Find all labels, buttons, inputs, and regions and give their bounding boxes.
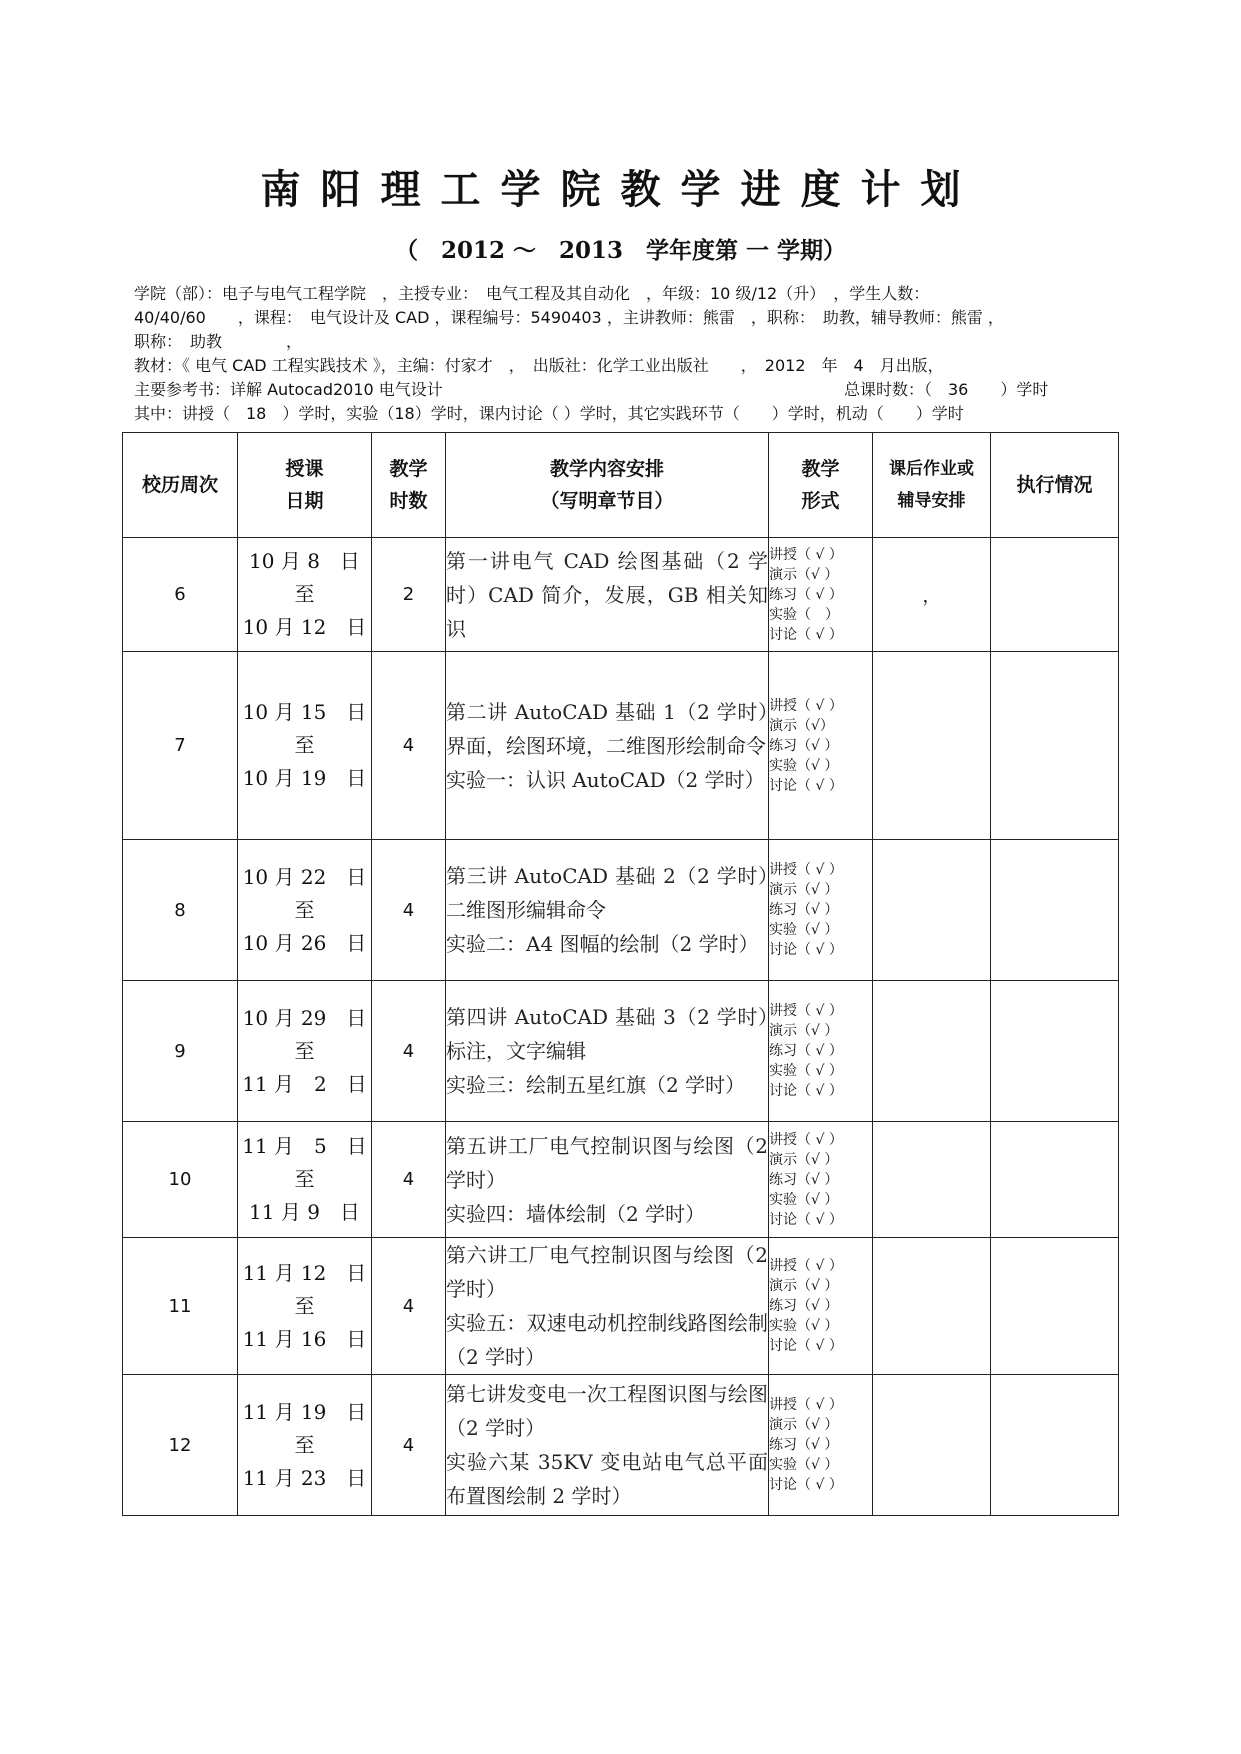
teaching-form-item: 练习（√ ） — [769, 1171, 839, 1188]
teaching-form-item: 练习（ √ ） — [769, 586, 843, 603]
content-line: 第四讲 AutoCAD 基础 3（2 学时）标注，文字编辑 — [446, 1005, 768, 1063]
teaching-form-item: 演示（√ ） — [769, 1278, 839, 1294]
teaching-form-item: 实验（ ） — [769, 606, 839, 623]
teaching-form-item: 练习（√ ） — [769, 737, 839, 754]
date-from: 10 月 15 日 — [242, 700, 367, 724]
teaching-form-item: 讲授（ √ ） — [769, 1397, 843, 1413]
teaching-form-item: 演示（√ ） — [769, 1023, 839, 1039]
content-line: 实验五：双速电动机控制线路图绘制（2 学时） — [446, 1311, 768, 1369]
header-content: 教学内容安排 （写明章节目） — [446, 433, 769, 538]
info-line-3: 职称： 助教 ， — [134, 332, 303, 351]
date-cell — [238, 1238, 372, 1375]
table-row — [123, 840, 1119, 981]
homework-cell — [873, 981, 991, 1122]
info-line-2: 40/40/60 ，课程： 电气设计及 CAD ，课程编号：5490403 ，主讲教师：熊雷 ，职称： 助教，辅导教师：熊雷 ， — [134, 308, 1004, 327]
date-to: 10 月 12 日 — [242, 615, 367, 639]
date-from: 11 月 19 日 — [242, 1399, 367, 1424]
date-to-word: 至 — [294, 1038, 315, 1063]
teaching-form-item: 演示（√ ） — [769, 882, 839, 898]
homework-cell — [873, 1238, 991, 1375]
teaching-form-item: 演示（√ ） — [769, 566, 839, 583]
hours-cell: 4 — [372, 652, 446, 840]
content-cell — [446, 981, 769, 1122]
date-to-word: 至 — [294, 733, 315, 757]
teaching-form-item: 讨论（ √ ） — [769, 1083, 843, 1099]
date-to: 11 月 23 日 — [242, 1465, 367, 1490]
date-to-word: 至 — [294, 897, 315, 922]
teaching-form-item: 实验（√ ） — [769, 1191, 839, 1208]
info-line-4: 教材：《 电气 CAD 工程实践技术 》，主编：付家才 ， 出版社：化学工业出版社 ， 2012 年 4 月出版， — [134, 356, 944, 375]
teaching-form-cell — [769, 652, 873, 840]
content-line: 实验一：认识 AutoCAD（2 学时） — [446, 767, 765, 792]
header-execution: 执行情况 — [991, 433, 1119, 538]
content-line: 第一讲电气 CAD 绘图基础（2 学时）CAD 简介，发展，GB 相关知识 — [446, 548, 768, 641]
homework-cell — [873, 840, 991, 981]
teaching-form-item: 讨论（ √ ） — [769, 942, 843, 958]
execution-cell — [991, 652, 1119, 840]
teaching-form-item: 讲授（ √ ） — [769, 1258, 843, 1274]
date-from: 11 月 5 日 — [242, 1134, 367, 1158]
teaching-form-item: 实验（√ ） — [769, 757, 839, 774]
content-cell — [446, 1238, 769, 1375]
teaching-form-item: 讲授（ √ ） — [769, 697, 843, 714]
date-cell — [238, 981, 372, 1122]
teaching-form-item: 讨论（ √ ） — [769, 1477, 843, 1493]
teaching-form-item: 练习（√ ） — [769, 1298, 839, 1314]
hours-cell: 4 — [372, 1238, 446, 1375]
content-line: 第七讲发变电一次工程图识图与绘图（2 学时） — [446, 1382, 768, 1440]
content-cell — [446, 538, 769, 652]
date-to-word: 至 — [294, 1293, 315, 1318]
date-to: 10 月 19 日 — [242, 766, 367, 790]
week-cell: 10 — [123, 1122, 238, 1238]
teaching-form-item: 讲授（ √ ） — [769, 1003, 843, 1019]
teaching-form-item: 演示（√ ） — [769, 1417, 839, 1433]
date-cell — [238, 652, 372, 840]
date-cell — [238, 1122, 372, 1238]
hours-cell: 4 — [372, 1122, 446, 1238]
teaching-form-item: 练习（ √ ） — [769, 1043, 843, 1059]
teaching-form-cell — [769, 981, 873, 1122]
table-row — [123, 981, 1119, 1122]
date-to-word: 至 — [294, 1167, 315, 1191]
execution-cell — [991, 1238, 1119, 1375]
week-cell: 12 — [123, 1375, 238, 1516]
teaching-form-item: 讲授（ √ ） — [769, 862, 843, 878]
content-line: 实验六某 35KV 变电站电气总平面布置图绘制 2 学时） — [446, 1450, 768, 1508]
schedule-table — [122, 432, 1119, 1516]
homework-cell: ， — [873, 538, 991, 652]
teaching-form-cell — [769, 538, 873, 652]
hours-cell: 4 — [372, 981, 446, 1122]
teaching-form-item: 讨论（ √ ） — [769, 1211, 843, 1228]
date-cell — [238, 1375, 372, 1516]
execution-cell — [991, 840, 1119, 981]
header-homework: 课后作业或 辅导安排 — [873, 433, 991, 538]
execution-cell — [991, 1375, 1119, 1516]
content-line: 第六讲工厂电气控制识图与绘图（2 学时） — [446, 1243, 768, 1301]
date-from: 10 月 22 日 — [242, 864, 367, 889]
week-cell: 8 — [123, 840, 238, 981]
table-row — [123, 538, 1119, 652]
info-line-1: 学院（部）：电子与电气工程学院 ，主授专业： 电气工程及其自动化 ，年级：10 级/12（升） ，学生人数： — [134, 284, 930, 303]
content-line: 实验二：A4 图幅的绘制（2 学时） — [446, 932, 759, 956]
hours-cell: 4 — [372, 840, 446, 981]
content-line: 第五讲工厂电气控制识图与绘图（2 学时） — [446, 1133, 768, 1192]
teaching-form-item: 实验（√ ） — [769, 922, 839, 938]
teaching-form-item: 实验（√ ） — [769, 1318, 839, 1334]
header-form: 教学 形式 — [769, 433, 873, 538]
teaching-form-item: 实验（√ ） — [769, 1457, 839, 1473]
info-line-6: 其中：讲授（ 18 ）学时，实验（18）学时，课内讨论（ ）学时，其它实践环节（ ）学时，机动（ ）学时 — [134, 404, 964, 423]
teaching-form-item: 讲授（ √ ） — [769, 1131, 843, 1148]
teaching-form-cell — [769, 1375, 873, 1516]
date-from: 10 月 29 日 — [242, 1005, 367, 1030]
execution-cell — [991, 981, 1119, 1122]
teaching-form-item: 演示（√） — [769, 717, 834, 734]
homework-cell — [873, 1375, 991, 1516]
execution-cell — [991, 538, 1119, 652]
info-reference-book: 主要参考书：详解 Autocad2010 电气设计 — [134, 380, 443, 399]
table-row — [123, 1238, 1119, 1375]
content-line: 实验四：墙体绘制（2 学时） — [446, 1201, 706, 1226]
header-hours: 教学 时数 — [372, 433, 446, 538]
week-cell: 9 — [123, 981, 238, 1122]
execution-cell — [991, 1122, 1119, 1238]
date-cell — [238, 538, 372, 652]
table-row — [123, 652, 1119, 840]
table-row — [123, 1375, 1119, 1516]
table-header-row — [123, 433, 1119, 538]
homework-cell — [873, 652, 991, 840]
teaching-form-cell — [769, 840, 873, 981]
date-to-word: 至 — [294, 1432, 315, 1457]
date-from: 11 月 12 日 — [242, 1260, 367, 1285]
hours-cell: 2 — [372, 538, 446, 652]
teaching-form-item: 练习（√ ） — [769, 1437, 839, 1453]
week-cell: 11 — [123, 1238, 238, 1375]
date-to: 10 月 26 日 — [242, 930, 367, 955]
document-subtitle: （ 2012 ～ 2013 学年度第 一 学期） — [394, 237, 847, 264]
date-to-word: 至 — [294, 582, 315, 606]
content-line: 实验三：绘制五星红旗（2 学时） — [446, 1073, 746, 1097]
teaching-form-cell — [769, 1122, 873, 1238]
teaching-form-cell — [769, 1238, 873, 1375]
week-cell: 6 — [123, 538, 238, 652]
teaching-form-item: 讨论（ √ ） — [769, 1338, 843, 1354]
teaching-form-item: 演示（√ ） — [769, 1151, 839, 1168]
week-cell: 7 — [123, 652, 238, 840]
teaching-form-item: 实验（ √ ） — [769, 1063, 843, 1079]
header-week: 校历周次 — [123, 433, 238, 538]
teaching-form-item: 讨论（ √ ） — [769, 777, 843, 794]
content-cell — [446, 840, 769, 981]
hours-cell: 4 — [372, 1375, 446, 1516]
teaching-form-item: 练习（√ ） — [769, 902, 839, 918]
date-to: 11 月 2 日 — [242, 1071, 367, 1096]
date-to: 11 月 16 日 — [242, 1326, 367, 1351]
teaching-form-item: 讨论（ √ ） — [769, 626, 843, 643]
content-cell — [446, 1122, 769, 1238]
content-line: 第三讲 AutoCAD 基础 2（2 学时）二维图形编辑命令 — [446, 864, 768, 922]
date-to: 11 月 9 日 — [249, 1200, 360, 1224]
content-line: 第二讲 AutoCAD 基础 1（2 学时）界面，绘图环境，二维图形绘制命令 — [446, 699, 768, 758]
info-total-hours: 总课时数：（ 36 ）学时 — [844, 380, 1049, 399]
header-date: 授课 日期 — [238, 433, 372, 538]
table-row — [123, 1122, 1119, 1238]
document-title: 南阳理工学院教学进度计划 — [260, 166, 981, 213]
date-from: 10 月 8 日 — [249, 549, 360, 573]
date-cell — [238, 840, 372, 981]
teaching-form-item: 讲授（ √ ） — [769, 546, 843, 563]
course-info — [134, 282, 1114, 426]
content-cell — [446, 1375, 769, 1516]
content-cell — [446, 652, 769, 840]
homework-cell — [873, 1122, 991, 1238]
